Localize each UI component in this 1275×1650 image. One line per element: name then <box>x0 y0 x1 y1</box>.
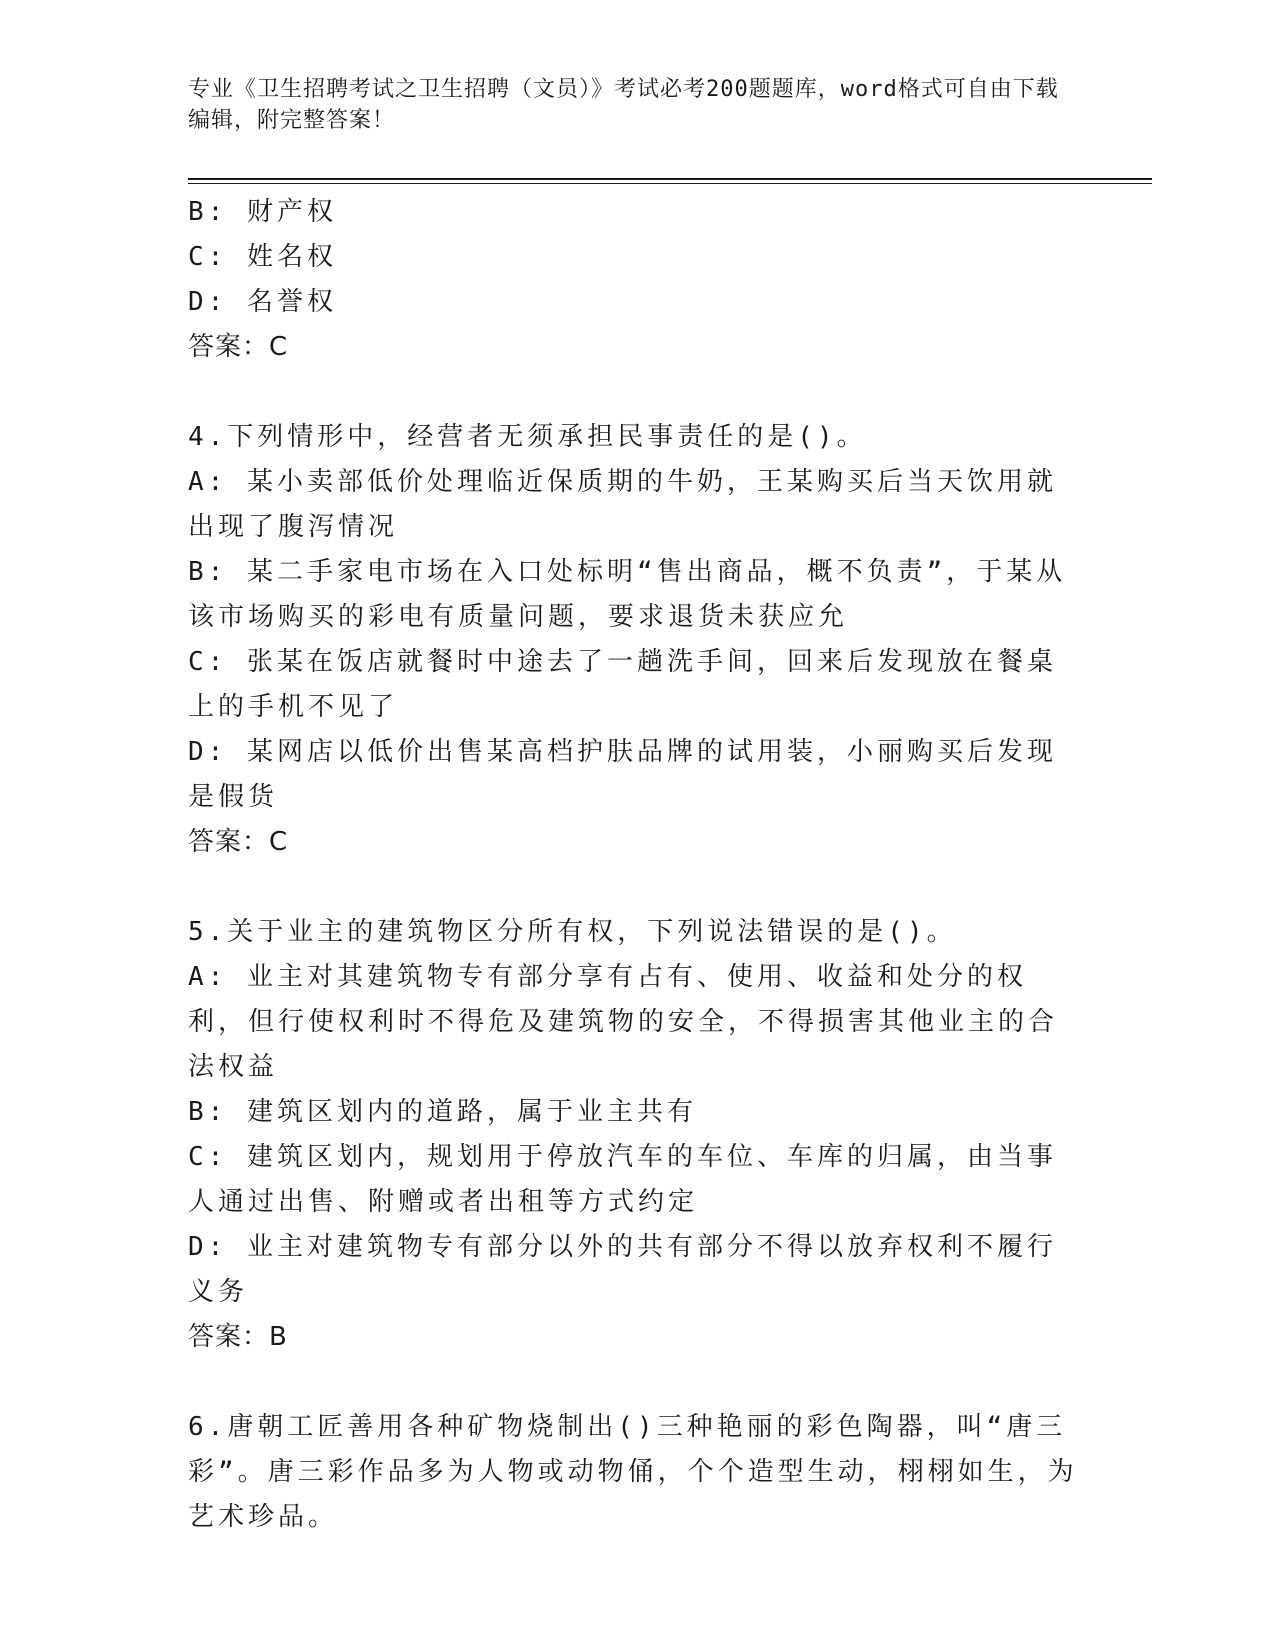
spacer <box>188 370 1078 415</box>
q4-option-c: C: 张某在饭店就餐时中途去了一趟洗手间，回来后发现放在餐桌上的手机不见了 <box>188 647 1057 722</box>
question-5 <box>188 910 1078 1360</box>
q5-option-c: C: 建筑区划内，规划用于停放汽车的车位、车库的归属，由当事人通过出售、附赠或者出租等方式约定 <box>188 1142 1057 1217</box>
q6-question: 6.唐朝工匠善用各种矿物烧制出()三种艳丽的彩色陶器，叫“唐三彩”。唐三彩作品多为人物或动物俑，个个造型生动，栩栩如生，为艺术珍品。 <box>188 1412 1078 1532</box>
q3-option-b: B: 财产权 <box>188 197 337 227</box>
q5-option-b: B: 建筑区划内的道路，属于业主共有 <box>188 1097 697 1127</box>
q3-answer: 答案：C <box>188 332 289 362</box>
q4-option-b: B: 某二手家电市场在入口处标明“售出商品，概不负责”，于某从该市场购买的彩电有质量问题，要求退货未获应允 <box>188 557 1067 632</box>
q5-question: 5.关于业主的建筑物区分所有权，下列说法错误的是()。 <box>188 917 957 947</box>
q4-option-d: D: 某网店以低价出售某高档护肤品牌的试用装，小丽购买后发现是假货 <box>188 737 1057 812</box>
spacer <box>188 1360 1078 1405</box>
q4-question: 4.下列情形中，经营者无须承担民事责任的是()。 <box>188 422 867 452</box>
header-rule-thick <box>188 178 1152 180</box>
document-body <box>188 190 1078 1540</box>
q5-option-d: D: 业主对建筑物专有部分以外的共有部分不得以放弃权利不履行义务 <box>188 1232 1057 1307</box>
q5-option-a: A: 业主对其建筑物专有部分享有占有、使用、收益和处分的权利，但行使权利时不得危及建筑物的安全，不得损害其他业主的合法权益 <box>188 962 1059 1082</box>
q4-answer: 答案：C <box>188 827 289 857</box>
spacer <box>188 865 1078 910</box>
document-header: 专业《卫生招聘考试之卫生招聘（文员）》考试必考200题题库，word格式可自由下载编辑，附完整答案！ <box>188 77 1059 133</box>
question-3-tail <box>188 190 1078 370</box>
q3-option-c: C: 姓名权 <box>188 242 337 272</box>
q3-option-d: D: 名誉权 <box>188 287 337 317</box>
question-6 <box>188 1405 1078 1540</box>
header-rule-thin <box>188 183 1152 184</box>
q4-option-a: A: 某小卖部低价处理临近保质期的牛奶，王某购买后当天饮用就出现了腹泻情况 <box>188 467 1057 542</box>
question-4 <box>188 415 1078 865</box>
q5-answer: 答案：B <box>188 1322 288 1352</box>
